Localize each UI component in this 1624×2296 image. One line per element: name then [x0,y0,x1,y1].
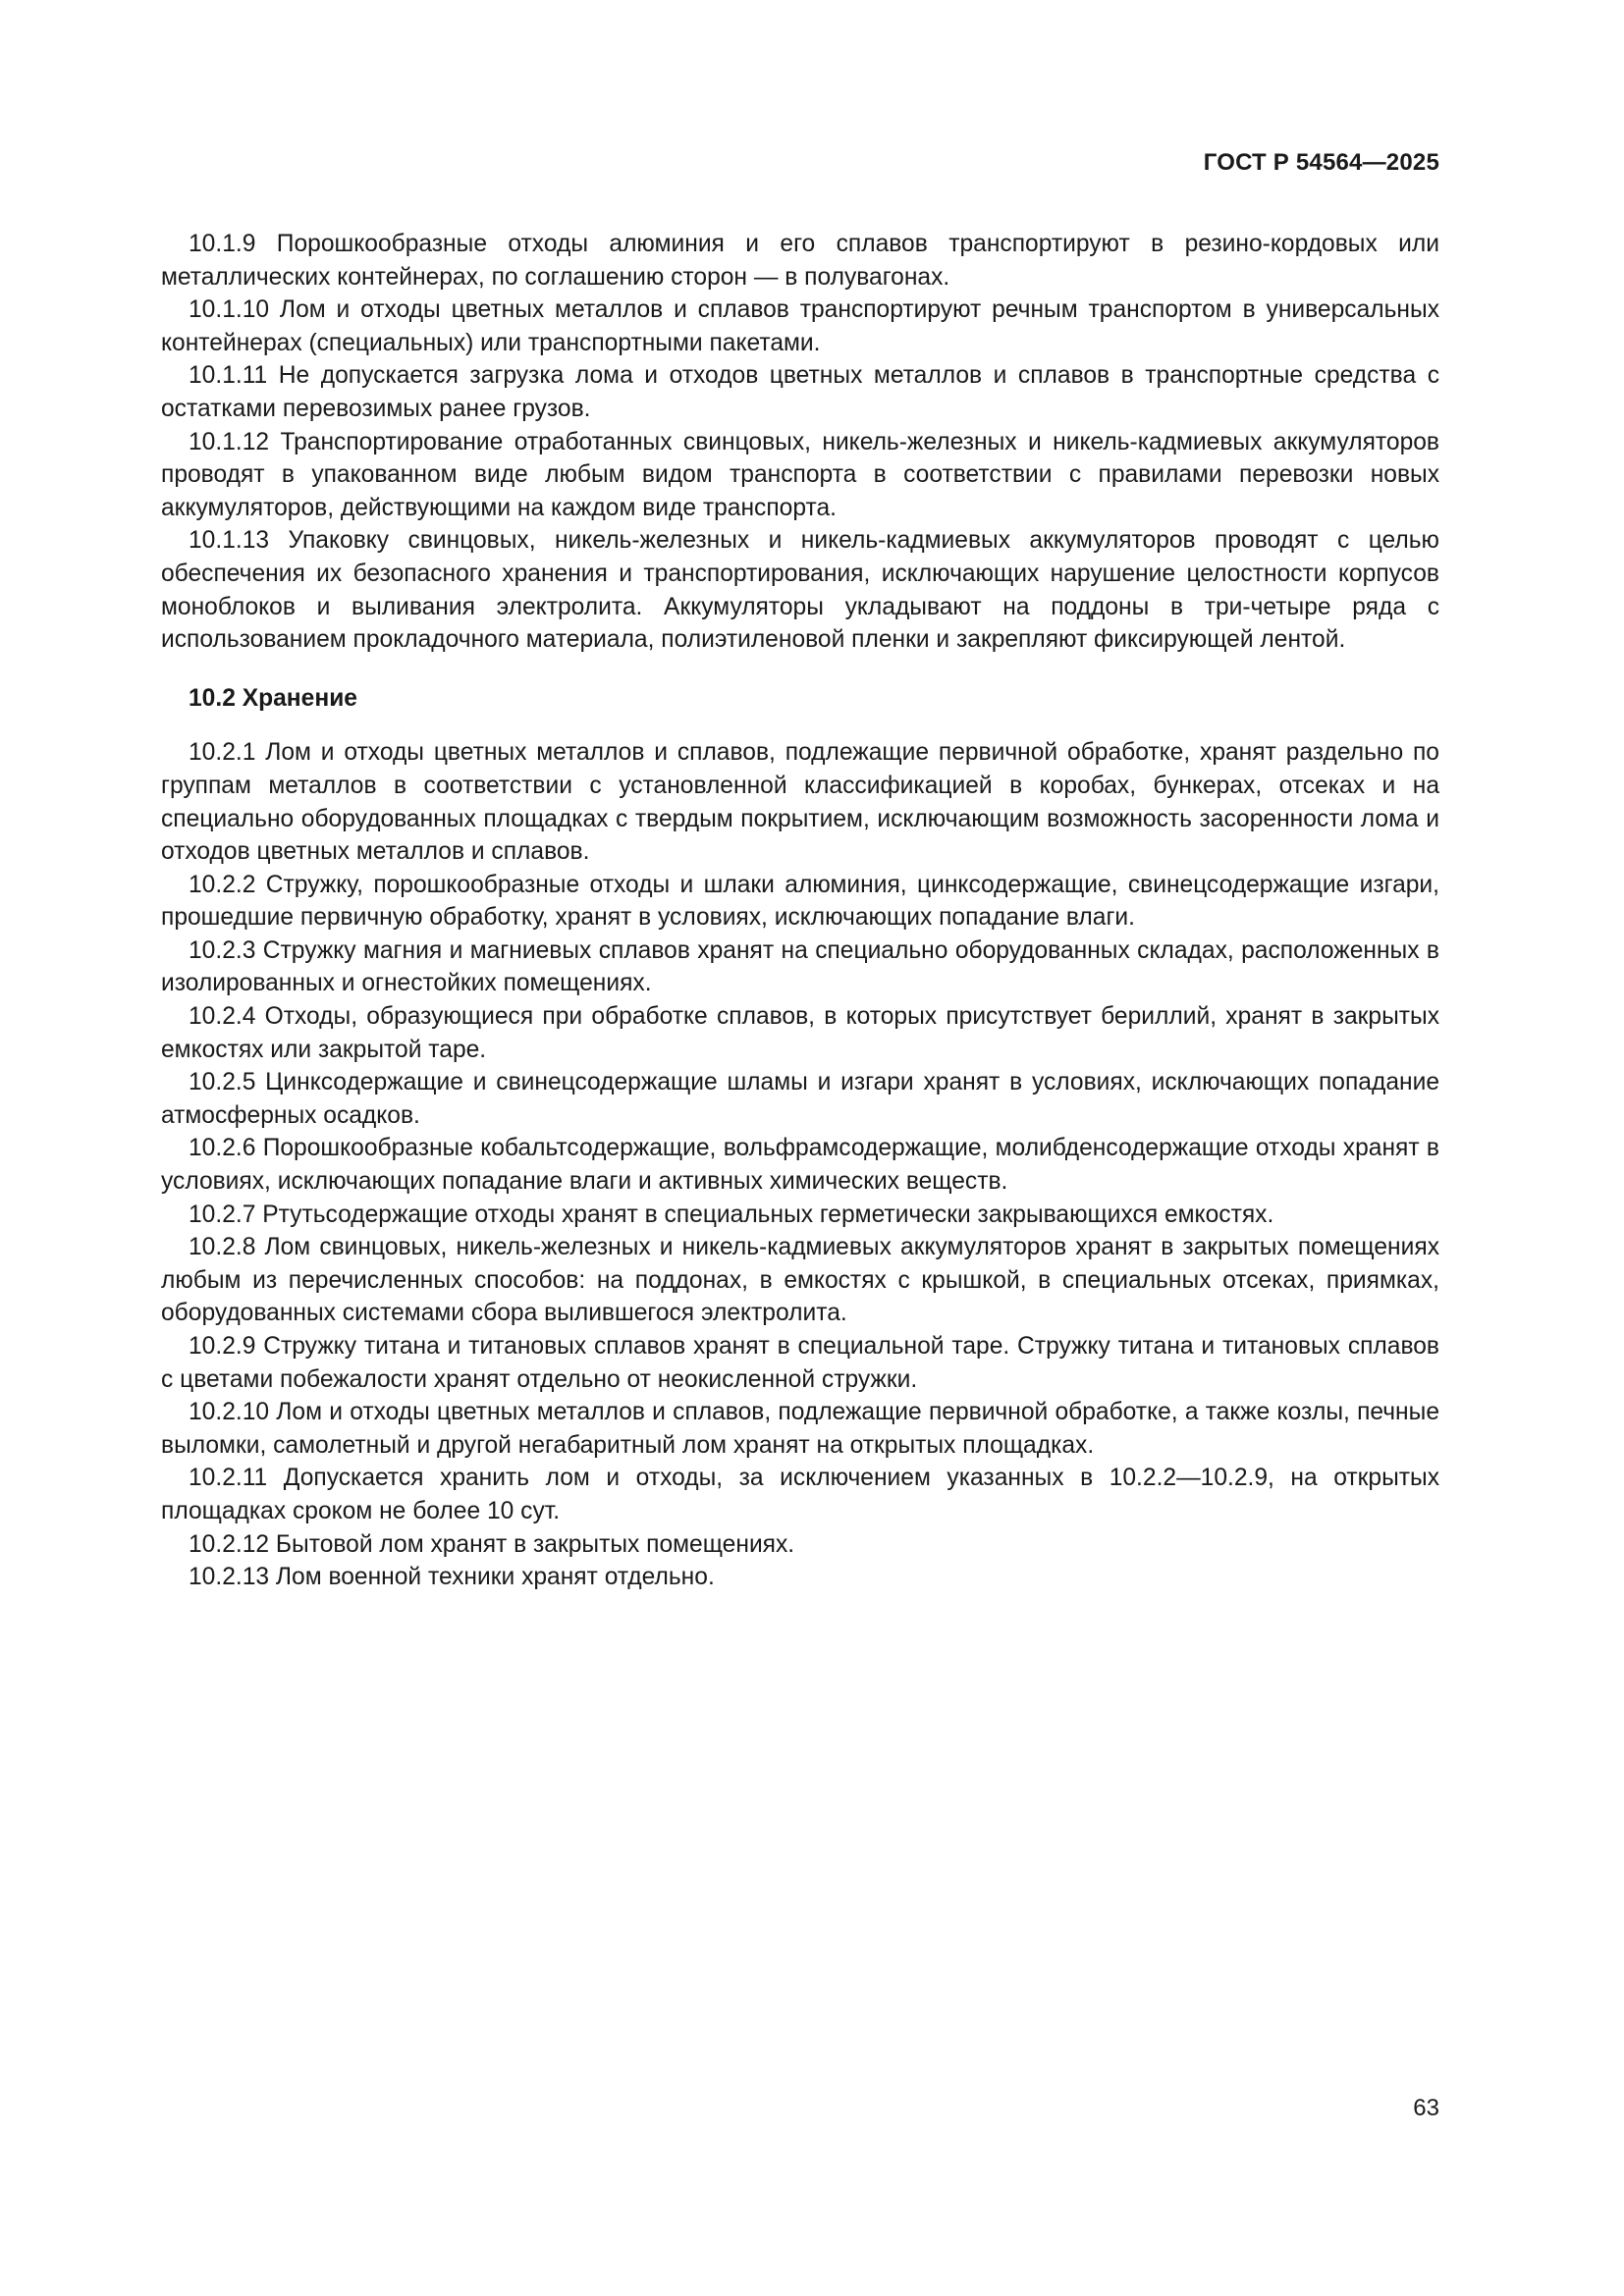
paragraph-10-1-11: 10.1.11 Не допускается загрузка лома и отходов цветных металлов и сплавов в транспортные средства с остатками перевозимых ранее грузов. [161,362,1439,422]
section-10-2-storage [161,682,1439,1594]
paragraph-10-1-13: 10.1.13 Упаковку свинцовых, никель-железных и никель-кадмиевых аккумуляторов проводят с целью обеспечения их безопасного хранения и транспортирования, исключающих нарушение целостности корпусов моноблоков и выливания электролита. Аккумуляторы укладывают на поддоны в три-четыре ряда с использованием прокладочного материала, полиэтиленовой пленки и закрепляют фиксирующей лентой. [161,527,1439,654]
paragraph-10-2-9: 10.2.9 Стружку титана и титановых сплавов хранят в специальной таре. Стружку титана и титановых сплавов с цветами побежалости хранят отдельно от неокисленной стружки. [161,1333,1439,1393]
section-10-1-continuation [161,228,1439,657]
paragraph-10-1-10: 10.1.10 Лом и отходы цветных металлов и сплавов транспортируют речным транспортом в универсальных контейнерах (специальных) или транспортными пакетами. [161,296,1439,356]
paragraph-10-2-12: 10.2.12 Бытовой лом хранят в закрытых помещениях. [189,1530,795,1558]
paragraph-10-2-4: 10.2.4 Отходы, образующиеся при обработке сплавов, в которых присутствует бериллий, хранят в закрытых емкостях или закрытой таре. [161,1003,1439,1063]
standard-code-header: ГОСТ Р 54564—2025 [1203,149,1439,176]
paragraph-10-1-9: 10.1.9 Порошкообразные отходы алюминия и его сплавов транспортируют в резино-кордовых или металлических контейнерах, по соглашению сторон — в полувагонах. [161,231,1439,291]
paragraph-10-2-6: 10.2.6 Порошкообразные кобальтсодержащие, вольфрамсодержащие, молибденсодержащие отходы хранят в условиях, исключающих попадание влаги и активных химических веществ. [161,1135,1439,1196]
paragraph-10-2-8: 10.2.8 Лом свинцовых, никель-железных и никель-кадмиевых аккумуляторов хранят в закрытых помещениях любым из перечисленных способов: на поддонах, в емкостях с крышкой, в специальных отсеках, приямках, оборудованных системами сбора вылившегося электролита. [161,1234,1439,1327]
paragraph-10-2-2: 10.2.2 Стружку, порошкообразные отходы и шлаки алюминия, цинксодержащие, свинецсодержащие изгари, прошедшие первичную обработку, хранят в условиях, исключающих попадание влаги. [161,871,1439,932]
paragraph-10-2-13: 10.2.13 Лом военной техники хранят отдельно. [189,1564,715,1591]
paragraph-10-2-7: 10.2.7 Ртутьсодержащие отходы хранят в специальных герметически закрывающихся емкостях. [189,1201,1274,1228]
page-number: 63 [1413,2095,1439,2121]
paragraph-10-2-1: 10.2.1 Лом и отходы цветных металлов и сплавов, подлежащие первичной обработке, хранят раздельно по группам металлов в соответствии с установленной классификацией в коробах, бункерах, отсеках и на специально оборудованных площадках с твердым покрытием, исключающим возможность засоренности лома и отходов цветных металлов и сплавов. [161,739,1439,866]
page-content [161,228,1439,1594]
section-heading-10-2: 10.2 Хранение [189,684,357,712]
paragraph-10-2-3: 10.2.3 Стружку магния и магниевых сплавов хранят на специально оборудованных складах, расположенных в изолированных и огнестойких помещениях. [161,936,1439,997]
paragraph-10-2-5: 10.2.5 Цинксодержащие и свинецсодержащие шламы и изгари хранят в условиях, исключающих попадание атмосферных осадков. [161,1069,1439,1129]
paragraph-10-1-12: 10.1.12 Транспортирование отработанных свинцовых, никель-железных и никель-кадмиевых аккумуляторов проводят в упакованном виде любым видом транспорта в соответствии с правилами перевозки новых аккумуляторов, действующими на каждом виде транспорта. [161,428,1439,521]
paragraph-10-2-11: 10.2.11 Допускается хранить лом и отходы, за исключением указанных в 10.2.2—10.2.9, на открытых площадках сроком не более 10 сут. [161,1465,1439,1524]
paragraph-10-2-10: 10.2.10 Лом и отходы цветных металлов и сплавов, подлежащие первичной обработке, а также козлы, печные выломки, самолетный и другой негабаритный лом хранят на открытых площадках. [161,1399,1439,1459]
